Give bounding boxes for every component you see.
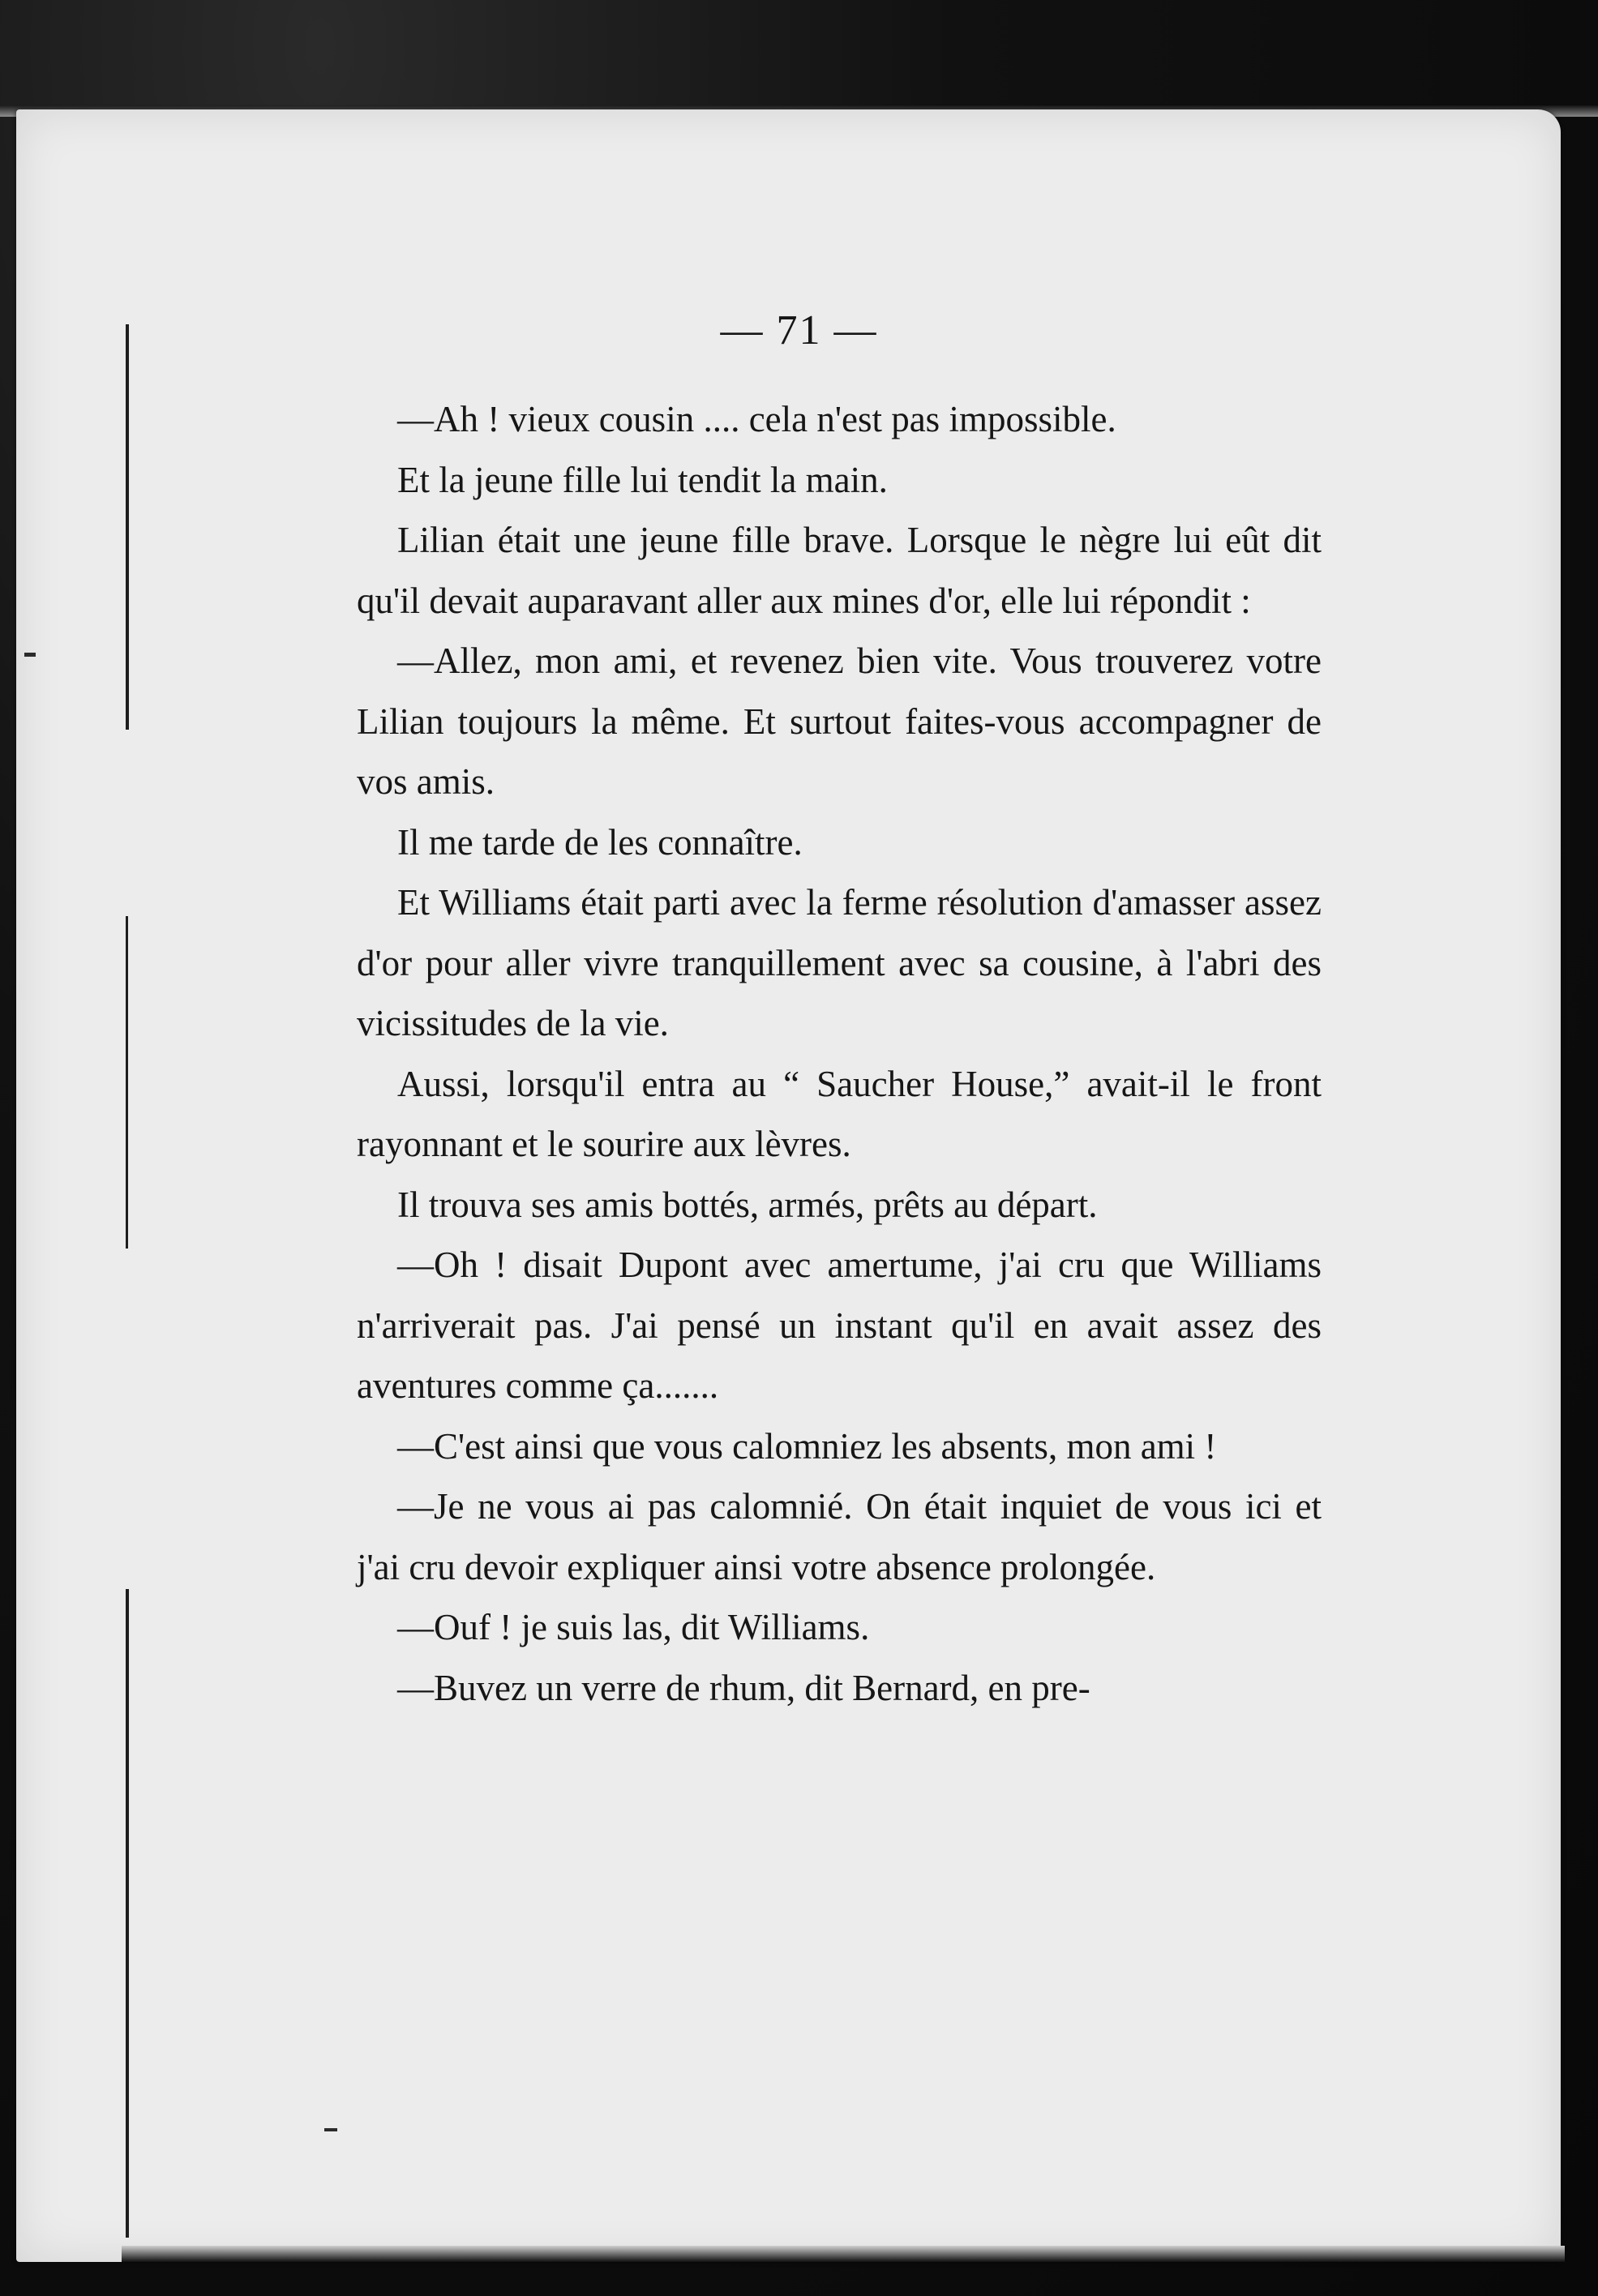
paragraph: —Ah ! vieux cousin .... cela n'est pas impossible. — [397, 399, 1116, 439]
paragraph: Il trouva ses amis bottés, armés, prêts au départ. — [397, 1184, 1098, 1225]
paragraph: Il me tarde de les connaître. — [397, 821, 803, 863]
paragraph: —Je ne vous ai pas calomnié. On était inquiet de vous ici et j'ai cru devoir expliquer ainsi votre absence prolongée. — [357, 1486, 1322, 1587]
paragraph: —Buvez un verre de rhum, dit Bernard, en pre- — [397, 1667, 1090, 1708]
body-text — [357, 389, 1322, 1718]
page-bottom-edge — [122, 2246, 1565, 2262]
binding-shadow — [126, 916, 128, 1249]
page-number: — 71 — — [720, 307, 878, 353]
margin-mark — [24, 653, 36, 657]
binding-shadow — [126, 324, 129, 730]
binding-shadow — [126, 1589, 129, 2238]
margin-mark — [324, 2128, 337, 2131]
paragraph: —Oh ! disait Dupont avec amertume, j'ai cru que Williams n'arriverait pas. J'ai pensé un instant qu'il en avait assez des aventures comme ça....... — [357, 1244, 1322, 1406]
paragraph: Lilian était une jeune fille brave. Lorsque le nègre lui eût dit qu'il devait auparavant aller aux mines d'or, elle lui répondit : — [357, 520, 1322, 621]
paragraph: —Allez, mon ami, et revenez bien vite. Vous trouverez votre Lilian toujours la même. Et surtout faites-vous accompagner de vos amis. — [357, 640, 1322, 802]
paragraph: Aussi, lorsqu'il entra au “ Saucher House,” avait-il le front rayonnant et le sourire aux lèvres. — [357, 1063, 1322, 1164]
paragraph: —C'est ainsi que vous calomniez les absents, mon ami ! — [397, 1425, 1217, 1467]
paragraph: —Ouf ! je suis las, dit Williams. — [397, 1607, 870, 1647]
paragraph: Et Williams était parti avec la ferme résolution d'amasser assez d'or pour aller vivre tranquillement avec sa cousine, à l'abri des vicissitudes de la vie. — [357, 882, 1322, 1043]
paragraph: Et la jeune fille lui tendit la main. — [397, 459, 888, 500]
